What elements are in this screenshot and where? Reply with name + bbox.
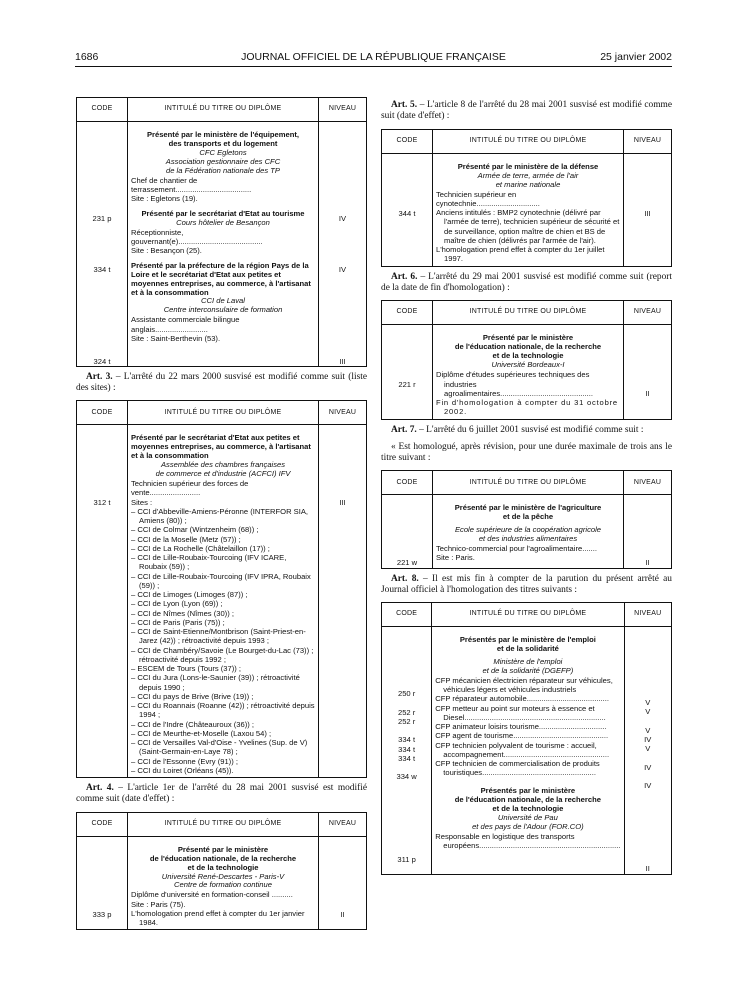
diploma-item: Technico-commercial pour l'agroalimentaire....... <box>436 544 597 554</box>
diploma-site: Site : Besançon (25). <box>131 246 202 256</box>
diploma-item: Réceptionniste, gouvernant(e)........................................ <box>131 227 263 247</box>
col-header-code: CODE <box>382 603 432 627</box>
diploma-note: Fin d'homologation à compter du 31 octobre 2002. <box>436 398 618 417</box>
cell-code: 221 w <box>382 495 433 568</box>
cell-code: 344 t <box>382 153 433 266</box>
col-header-title: INTITULÉ DU TITRE OU DIPLÔME <box>433 471 624 495</box>
diploma-note: L'homologation prend effet à compter du 1er janvier 1984. <box>131 908 305 928</box>
org-subheading: Université René-Descartes - Paris-V Centre de formation continue <box>161 871 285 890</box>
col-header-title: INTITULÉ DU TITRE OU DIPLÔME <box>433 129 624 153</box>
cell-title <box>433 495 624 568</box>
col-header-level: NIVEAU <box>319 98 367 122</box>
right-column <box>381 100 672 982</box>
diploma-item: Responsable en logistique des transports européens................................................................... <box>435 831 621 850</box>
org-heading: Présenté par le ministère de l'agriculture et de la pêche <box>454 503 602 522</box>
page-number: 1686 <box>75 51 99 63</box>
article-7: Art. 7. – L'arrêté du 6 juillet 2001 susvisé est modifié comme suit : <box>391 424 644 435</box>
site-item: – CCI de Limoges (Limoges (87)) ; <box>131 590 248 600</box>
cell-title <box>433 153 624 266</box>
org-heading: Présenté par la préfecture de la région Pays de la Loire et le secrétariat d'Etat aux petites et moyennes entreprises, au commerce, à l'artisanat et à la consommation <box>131 260 311 297</box>
org-subheading: Université de Pau et des pays de l'Adour (FOR.CO) <box>472 812 584 831</box>
table-diplomas-4 <box>381 129 672 267</box>
cell-level: V V V IV V IV IV II <box>624 627 672 875</box>
org-subheading: Cours hôtelier de Besançon <box>176 217 270 227</box>
diploma-item: Technicien supérieur des forces de vente........................ <box>131 479 249 498</box>
col-header-title: INTITULÉ DU TITRE OU DIPLÔME <box>128 98 319 122</box>
site-item: – CCI de Meurthe-et-Moselle (Laxou 54) ; <box>131 728 272 738</box>
org-heading: Présentés par le ministère de l'éducation nationale, de la recherche et de la technologie <box>454 785 601 813</box>
article-7-quote: « Est homologué, après révision, pour une durée maximale de trois ans le titre suivant : <box>381 441 672 464</box>
cell-title <box>128 425 319 778</box>
diploma-item: Technicien supérieur en cynotechnie.............................. <box>436 189 540 208</box>
table-diplomas-2 <box>76 400 367 778</box>
cell-level: II <box>319 836 367 930</box>
diploma-item: CFP technicien de commercialisation de produits touristiques...................................................... <box>435 759 600 778</box>
sites-label: Sites : <box>131 497 153 507</box>
col-header-title: INTITULÉ DU TITRE OU DIPLÔME <box>128 812 319 836</box>
site-item: – CCI du Jura (Lons-le-Saunier (39)) ; rétroactivité depuis 1990 ; <box>131 673 300 692</box>
diploma-item: CFP metteur au point sur moteurs à essence et Diesel................................................................... <box>435 703 606 722</box>
diploma-item: CFP agent de tourisme............................................. <box>435 731 609 741</box>
page-header <box>75 51 672 65</box>
cell-code: 231 p 334 t 324 t <box>77 122 128 367</box>
site-item: – CCI du pays de Brive (Brive (19)) ; <box>131 691 254 701</box>
cell-code: 312 t <box>77 425 128 778</box>
diploma-item: Assistante commerciale bilingue anglais......................... <box>131 315 240 334</box>
cell-code: 250 r 252 r 252 r 334 t 334 t 334 t 334 w 311 p <box>382 627 432 875</box>
issue-date: 25 janvier 2002 <box>600 51 672 63</box>
col-header-level: NIVEAU <box>319 812 367 836</box>
site-item: – CCI du Roannais (Roanne (42)) ; rétroactivité depuis 1994 ; <box>131 701 315 720</box>
table-diplomas-5 <box>381 300 672 419</box>
diploma-item: CFP réparateur automobile....................................... <box>435 694 609 704</box>
diploma-item: Diplôme d'université en formation-conseil .......... <box>131 890 293 900</box>
left-column <box>76 97 367 979</box>
table-diplomas-1 <box>76 97 367 367</box>
site-item: – CCI d'Abbeville-Amiens-Péronne (INTERFOR SIA, Amiens (80)) ; <box>131 506 309 526</box>
site-item: – CCI de Nîmes (Nîmes (30)) ; <box>131 608 234 618</box>
org-subheading: CFC Egletons Association gestionnaire des CFC de la Fédération nationale des TP <box>165 147 281 175</box>
col-header-code: CODE <box>382 129 433 153</box>
col-header-code: CODE <box>77 98 128 122</box>
article-3: Art. 3. – L'arrêté du 22 mars 2000 susvisé est modifié comme suit (liste des sites) : <box>76 371 367 394</box>
col-header-code: CODE <box>77 401 128 425</box>
col-header-code: CODE <box>77 812 128 836</box>
col-header-title: INTITULÉ DU TITRE OU DIPLÔME <box>432 603 624 627</box>
site-item: – CCI de l'Indre (Châteauroux (36)) ; <box>131 719 255 729</box>
site-item: – CCI de Chambéry/Savoie (Le Bourget-du-Lac (73)) ; rétroactivité depuis 1992 ; <box>131 645 314 664</box>
diploma-note: L'homologation prend effet à compter du 1er juillet 1997. <box>436 245 605 264</box>
table-diplomas-6 <box>381 470 672 568</box>
site-item: – CCI de Versailles Val-d'Oise - Yvelines (Sup. de V) (Saint-Germain-en-Laye 78) ; <box>131 738 308 757</box>
article-5: Art. 5. – L'article 8 de l'arrêté du 28 mai 2001 susvisé est modifié comme suit (date d'effet) : <box>381 100 672 122</box>
site-item: – CCI de Paris (Paris (75)) ; <box>131 617 225 627</box>
site-item: – CCI de Saint-Etienne/Montbrison (Saint-Priest-en-Jarez (42)) ; rétroactivité depuis 1993 ; <box>131 627 306 646</box>
diploma-site: Site : Saint-Berthevin (53). <box>131 333 221 343</box>
site-item: – CCI de la Moselle (Metz (57)) ; <box>131 534 241 544</box>
org-subheading: Université Bordeaux-I <box>491 360 565 370</box>
org-subheading: CCI de Laval Centre interconsulaire de formation <box>163 296 283 315</box>
site-item: – CCI de Lyon (Lyon (69)) ; <box>131 599 223 609</box>
diploma-item: CFP animateur loisirs tourisme................................ <box>435 722 607 732</box>
col-header-code: CODE <box>382 301 433 325</box>
diploma-site: Site : Paris (75). <box>131 899 186 909</box>
table-diplomas-7 <box>381 602 672 875</box>
site-item: – CCI de l'Essonne (Evry (91)) ; <box>131 756 238 766</box>
cell-level: III <box>624 153 672 266</box>
col-header-level: NIVEAU <box>624 129 672 153</box>
cell-level: II <box>624 495 672 568</box>
diploma-item: CFP technicien polyvalent de tourisme : accueil, accompagnement.................................................. <box>435 740 610 759</box>
org-heading: Présenté par le ministère de l'éducation nationale, de la recherche et de la technologie <box>149 844 297 872</box>
diploma-site: Site : Egletons (19). <box>131 194 198 204</box>
org-heading: Présenté par le secrétariat d'Etat aux petites et moyennes entreprises, au commerce, à l'artisanat et à la consommation <box>131 433 311 461</box>
cell-title <box>128 836 319 930</box>
col-header-level: NIVEAU <box>624 301 672 325</box>
cell-code: 221 r <box>382 325 433 419</box>
diploma-item: Chef de chantier de terrassement.................................... <box>131 175 252 195</box>
article-4: Art. 4. – L'article 1er de l'arrêté du 28 mai 2001 susvisé est modifié comme suit (date d'effet) : <box>76 783 367 805</box>
site-item: – CCI du Loiret (Orléans (45)). <box>131 765 234 775</box>
org-heading: Présentés par le ministère de l'emploi et de la solidarité <box>459 635 596 654</box>
org-heading: Présenté par le ministère de l'équipement, des transports et du logement <box>146 130 300 148</box>
cell-level: III <box>319 425 367 778</box>
journal-title: JOURNAL OFFICIEL DE LA RÉPUBLIQUE FRANÇAISE <box>241 51 506 63</box>
org-heading: Présenté par le ministère de la défense <box>457 161 599 171</box>
diploma-item: CFP mécanicien électricien réparateur sur véhicules, véhicules légers et véhicules industriels <box>435 675 613 695</box>
cell-level: II <box>624 325 672 419</box>
site-item: – CCI de Lille-Roubaix-Tourcoing (IFV IPRA, Roubaix (59)) ; <box>131 571 311 590</box>
site-item: – CCI de Colmar (Wintzenheim (68)) ; <box>131 525 259 535</box>
cell-title <box>433 325 624 419</box>
col-header-level: NIVEAU <box>624 471 672 495</box>
org-heading: Présenté par le secrétariat d'Etat au tourisme <box>141 208 305 218</box>
diploma-former-titles: Anciens intitulés : BMP2 cynotechnie (délivré par l'armée de terre), technicien supérieur de sécurité et de surveillance, option maître de chien et BS de maître de chien (délivrés par l'armée de l'air). <box>436 208 620 245</box>
col-header-level: NIVEAU <box>624 603 672 627</box>
cell-title <box>432 627 624 875</box>
org-subheading: Assemblée des chambres françaises de commerce et d'industrie (ACFCI) IFV <box>155 460 291 479</box>
org-subheading: Ecole supérieure de la coopération agricole et des industries alimentaires <box>454 525 602 544</box>
col-header-code: CODE <box>382 471 433 495</box>
cell-level: IV IV III <box>319 122 367 367</box>
org-subheading: Ministère de l'emploi et de la solidarité (DGEFP) <box>482 657 574 676</box>
diploma-item: Diplôme d'études supérieures techniques des industries agroalimentaires............................................ <box>436 370 593 398</box>
org-subheading: Armée de terre, armée de l'air et marine nationale <box>477 170 579 189</box>
col-header-title: INTITULÉ DU TITRE OU DIPLÔME <box>128 401 319 425</box>
cell-code: 333 p <box>77 836 128 930</box>
col-header-title: INTITULÉ DU TITRE OU DIPLÔME <box>433 301 624 325</box>
header-rule <box>75 66 672 67</box>
col-header-level: NIVEAU <box>319 401 367 425</box>
diploma-site: Site : Paris. <box>436 553 475 563</box>
cell-title <box>128 122 319 367</box>
site-item: – CCI de Lille-Roubaix-Tourcoing (IFV ICARE, Roubaix (59)) ; <box>131 553 287 572</box>
article-8: Art. 8. – Il est mis fin à compter de la parution du présent arrêté au Journal officiel à l'homologation des titres suivants : <box>381 573 672 595</box>
site-item: – CCI de La Rochelle (Châtelaillon (17)) ; <box>131 543 270 553</box>
table-diplomas-3 <box>76 812 367 931</box>
site-item: – ESCEM de Tours (Tours (37)) ; <box>131 664 242 674</box>
org-heading: Présenté par le ministère de l'éducation nationale, de la recherche et de la technologie <box>454 333 602 361</box>
article-6: Art. 6. – L'arrêté du 29 mai 2001 susvisé est modifié comme suit (report de la date de fin d'homologation) : <box>381 271 672 293</box>
